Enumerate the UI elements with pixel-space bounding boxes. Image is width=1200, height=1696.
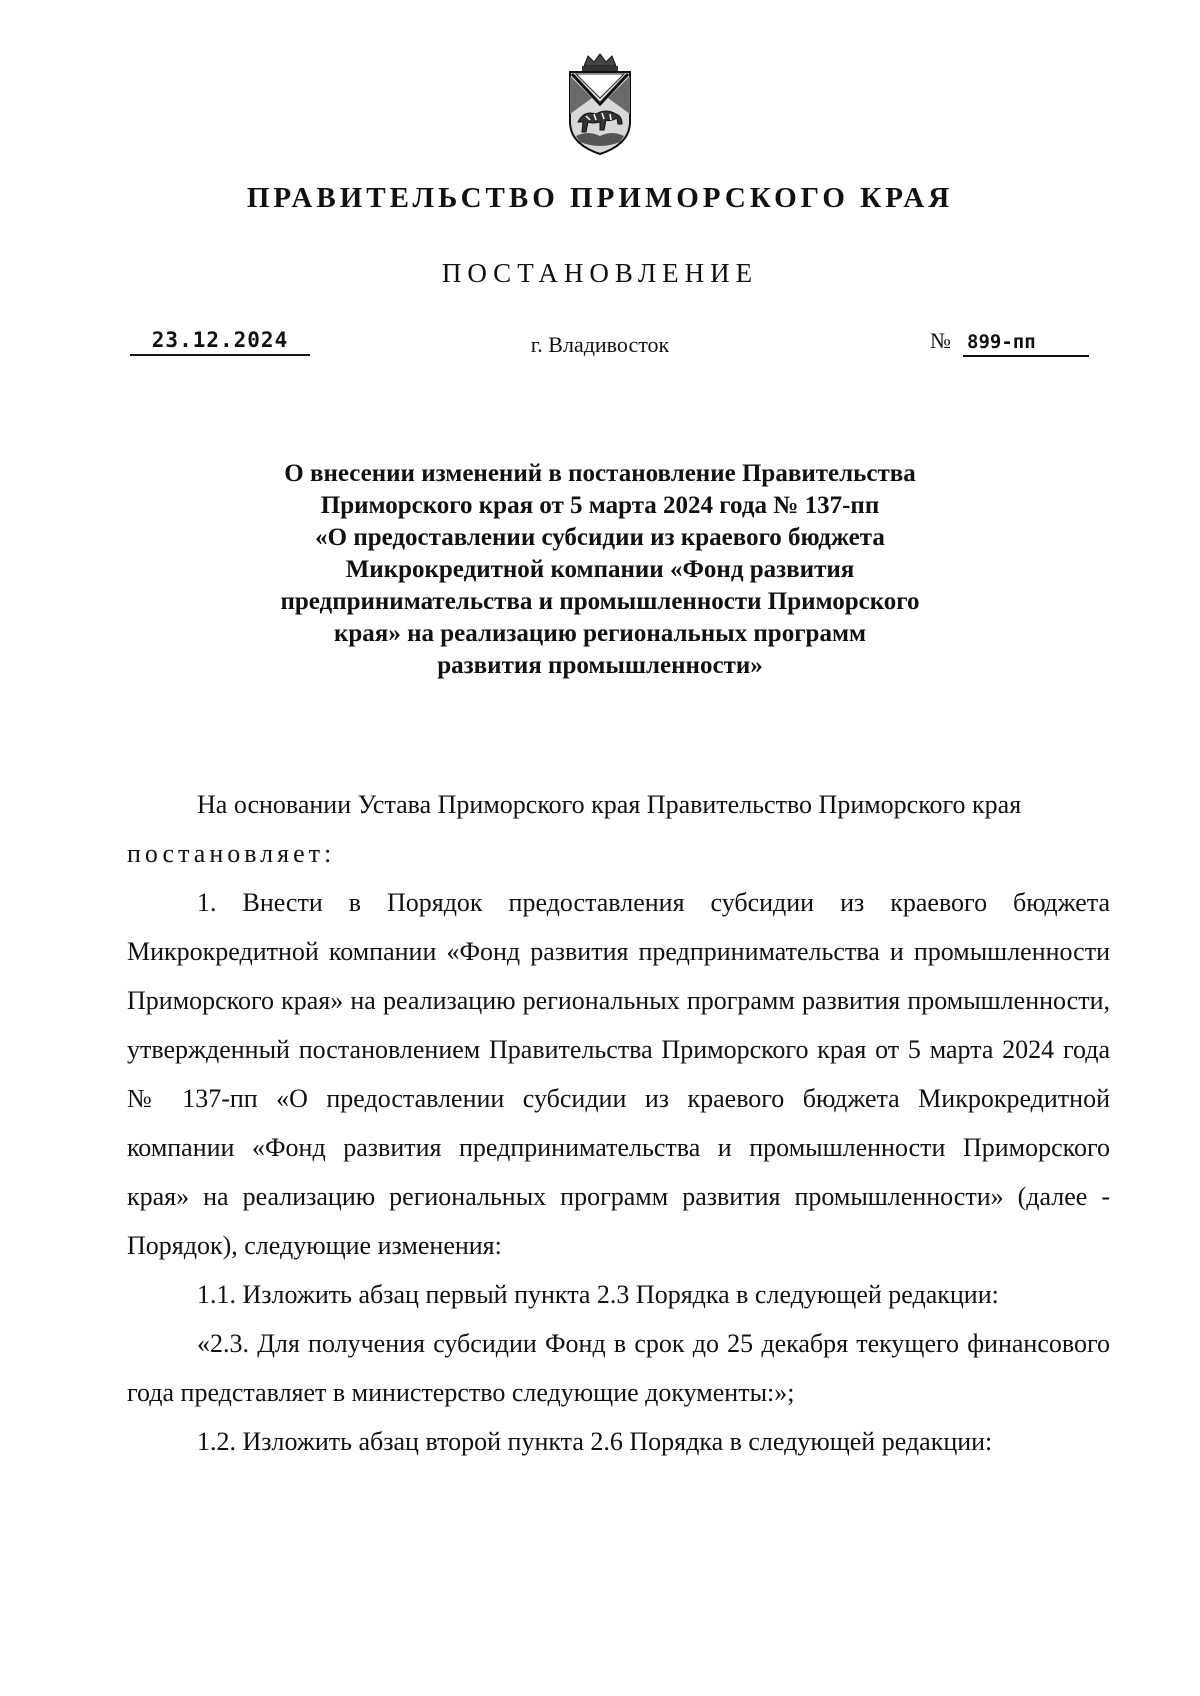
document-city: г. Владивосток xyxy=(530,332,670,357)
subject-line: Приморского края от 5 марта 2024 года № 137-пп xyxy=(320,492,880,519)
document-subject xyxy=(200,458,1000,682)
document-body xyxy=(127,780,1110,1466)
preamble-paragraph: На основании Устава Приморского края Правительство Приморского края xyxy=(197,790,1022,819)
document-number-block xyxy=(930,328,1089,357)
item-1-paragraph: 1. Внести в Порядок предоставления субсидии из краевого бюджета Микрокредитной компании «Фонд развития предпринимательства и промышленности Приморского края» на реализацию региональных программ развития промышленности, утвержденный постановлением Правительства Приморского края от 5 марта 2024 года № 137-пп «О предоставлении субсидии из краевого бюджета Микрокредитной компании «Фонд развития предпринимательства и промышленности Приморского края» на реализацию региональных программ развития промышленности» (далее - Порядок), следующие изменения: xyxy=(127,888,1110,1260)
decree-word: постановляет: xyxy=(127,839,336,868)
quote-2-3-paragraph: «2.3. Для получения субсидии Фонд в срок до 25 декабря текущего финансового года представляет в министерство следующие документы:»; xyxy=(127,1329,1110,1407)
number-sign: № xyxy=(930,328,951,353)
subject-line: края» на реализацию региональных программ xyxy=(333,620,867,647)
document-type: ПОСТАНОВЛЕНИЕ xyxy=(441,258,759,288)
subject-line: О внесении изменений в постановление Правительства xyxy=(284,460,916,487)
document-date: 23.12.2024 xyxy=(130,328,310,356)
item-1-2-paragraph: 1.2. Изложить абзац второй пункта 2.6 Порядка в следующей редакции: xyxy=(197,1427,993,1456)
subject-line: Микрокредитной компании «Фонд развития xyxy=(345,556,855,583)
government-title: ПРАВИТЕЛЬСТВО ПРИМОРСКОГО КРАЯ xyxy=(246,182,954,214)
subject-line: предпринимательства и промышленности Приморского xyxy=(280,588,920,615)
subject-line: развития промышленности» xyxy=(437,652,763,679)
item-1-1-paragraph: 1.1. Изложить абзац первый пункта 2.3 Порядка в следующей редакции: xyxy=(197,1280,999,1309)
subject-line: «О предоставлении субсидии из краевого бюджета xyxy=(315,524,885,551)
document-number: 899-пп xyxy=(963,331,1089,357)
primorsky-coat-of-arms-icon xyxy=(562,52,638,158)
